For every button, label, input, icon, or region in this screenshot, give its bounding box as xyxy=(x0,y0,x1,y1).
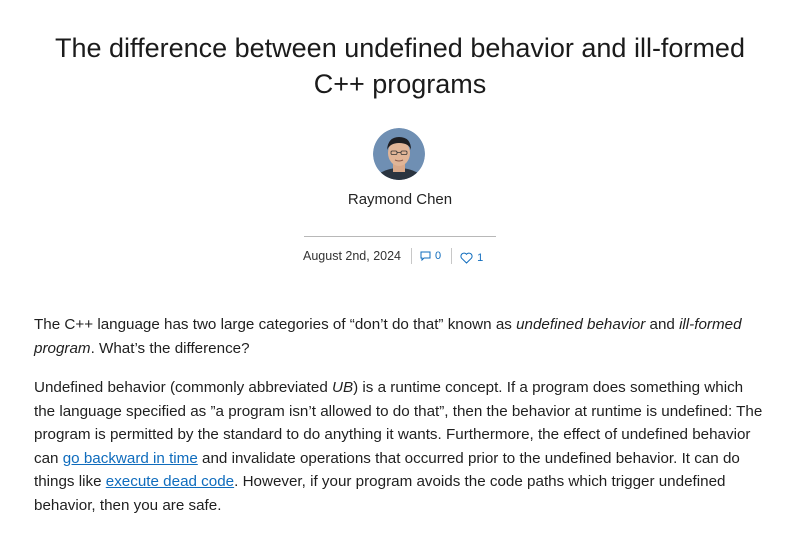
paragraph-text: The C++ language has two large categories of “don’t do that” known as xyxy=(34,316,517,333)
emphasis-ub: UB xyxy=(332,379,354,396)
link-execute-dead-code[interactable]: execute dead code xyxy=(105,473,235,490)
meta-divider xyxy=(304,236,496,237)
link-go-backward-in-time[interactable]: go backward in time xyxy=(62,449,198,467)
meta-separator xyxy=(451,248,452,264)
heart-icon xyxy=(460,252,473,264)
paragraph-text: and xyxy=(645,316,680,333)
emphasis-ill-formed-program: ill-formed program xyxy=(34,316,742,357)
paragraph-text: . What’s the difference? xyxy=(90,339,250,357)
paragraph-text: . However, if your program avoids the code paths which trigger undefined behavior, then you are safe. xyxy=(34,473,726,514)
comments-link[interactable] xyxy=(420,250,441,262)
intro-paragraph xyxy=(34,313,764,360)
publish-date: August 2nd, 2024 xyxy=(303,249,401,263)
paragraph-text: Undefined behavior (commonly abbreviated xyxy=(34,379,333,396)
article-title: The difference between undefined behavior and ill-formed C++ programs xyxy=(55,33,745,99)
article-meta xyxy=(303,247,483,265)
like-button[interactable] xyxy=(460,252,483,264)
emphasis-undefined-behavior: undefined behavior xyxy=(516,316,646,333)
author-avatar[interactable] xyxy=(373,128,425,180)
paragraph-text: ) is a runtime concept. If a program does something which the language specified as ”a program isn’t allowed to do that”, then the behavior at runtime is undefined: The program is permitted by the standard to do anything it wants. Furthermore, the effect of undefined behavior can xyxy=(34,379,763,467)
comment-icon xyxy=(420,251,431,261)
meta-separator xyxy=(411,248,412,264)
ub-paragraph xyxy=(34,376,764,517)
paragraph-text: and invalidate operations that occurred prior to the undefined behavior. It can do things like xyxy=(34,449,740,490)
author-name[interactable]: Raymond Chen xyxy=(347,191,453,208)
likes-count: 1 xyxy=(477,251,484,264)
comments-count: 0 xyxy=(435,250,442,262)
